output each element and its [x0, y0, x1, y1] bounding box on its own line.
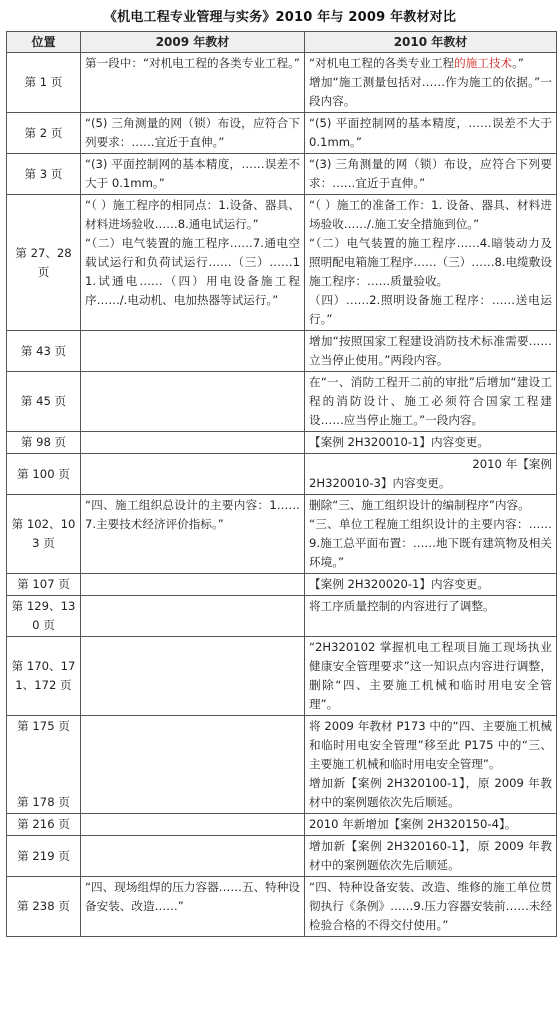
cell-position: 第 3 页	[7, 154, 81, 195]
cell-2010	[305, 814, 557, 836]
paragraph-2010: 增加“施工测量包括对……作为施工的依据。”一段内容。	[309, 75, 552, 108]
table-row	[7, 716, 557, 814]
cell-2010	[305, 716, 557, 814]
cell-2009	[81, 574, 305, 596]
paragraph-2010: “（二）电气装置的施工程序……4.暗装动力及照明配电箱施工程序……（三）……8.电缆敷设施工程序：……质量验收。	[309, 236, 552, 288]
paragraph-2010: 【案例 2H320010-1】内容变更。	[309, 435, 489, 449]
paragraph-2010: 将工序质量控制的内容进行了调整。	[309, 599, 495, 613]
cell-2009	[81, 372, 305, 432]
cell-2010	[305, 596, 557, 637]
cell-position: 第 170、171、172 页	[7, 637, 81, 716]
cell-2009	[81, 596, 305, 637]
paragraph-2009: “(5) 三角测量的网（锁）布设，应符合下列要求：……宜近于直伸。”	[85, 116, 300, 149]
header-2010: 2010 年教材	[305, 32, 557, 53]
cell-2010	[305, 495, 557, 574]
paragraph-2009: “（二）电气装置的施工程序……7.通电空载试运行和负荷试运行……（三）……11.试通电……（四）用电设备施工程序……/.电动机、电加热器等试运行。”	[85, 236, 300, 307]
table-row	[7, 596, 557, 637]
paragraph-2010: “2H320102 掌握机电工程项目施工现场执业健康安全管理要求”这一知识点内容进行调整，删除“四、主要施工机械和临时用电安全管理”。	[309, 640, 552, 711]
paragraph-2009: “(3) 平面控制网的基本精度，……误差不大于 0.1mm。”	[85, 157, 300, 190]
cell-2010	[305, 454, 557, 495]
paragraph-2009: “（ ）施工程序的相同点：1.设备、器具、材料进场验收……8.通电试运行。”	[85, 198, 300, 231]
cell-2010	[305, 574, 557, 596]
cell-position: 第 1 页	[7, 53, 81, 113]
paragraph-2010: “(3) 三角测量的网（锁）布设，应符合下列要求：……宜近于直伸。”	[309, 157, 552, 190]
paragraph-2010: 2010 年新增加【案例 2H320150-4】。	[309, 817, 517, 831]
cell-position: 第 102、103 页	[7, 495, 81, 574]
paragraph-2010: 在“一、消防工程开二前的审批”后增加“建设工程的消防设计、施工必须符合国家工程建设……应当停止施工。”一段内容。	[309, 375, 552, 427]
cell-2009	[81, 53, 305, 113]
cell-2009	[81, 637, 305, 716]
table-row	[7, 154, 557, 195]
table-row	[7, 432, 557, 454]
paragraph-2010: 增加新【案例 2H320160-1】，原 2009 年教材中的案例题依次先后顺延。	[309, 839, 552, 872]
cell-position: 第 100 页	[7, 454, 81, 495]
paragraph-2010: “四、特种设备安装、改造、维修的施工单位贯彻执行《条例》……9.压力容器安装前……未经检验合格的不得交付使用。”	[309, 880, 552, 932]
table-header-row	[7, 32, 557, 53]
cell-2009	[81, 154, 305, 195]
table-row	[7, 113, 557, 154]
paragraph-2010-right: 2010 年【案例	[472, 457, 552, 471]
cell-2010	[305, 53, 557, 113]
cell-position: 第 45 页	[7, 372, 81, 432]
table-row	[7, 574, 557, 596]
header-position: 位置	[7, 32, 81, 53]
paragraph-2010: 增加新【案例 2H320100-1】，原 2009 年教材中的案例题依次先后顺延。	[309, 776, 552, 809]
cell-position: 第 43 页	[7, 331, 81, 372]
paragraph-2010: （四）……2.照明设备施工程序：……送电运行。”	[309, 293, 552, 326]
paragraph-2009: “四、施工组织总设计的主要内容：1……7.主要技术经济评价指标。”	[85, 498, 300, 531]
cell-2009	[81, 454, 305, 495]
table-row	[7, 372, 557, 432]
cell-2009	[81, 877, 305, 937]
cell-2009	[81, 331, 305, 372]
paragraph-text: “对机电工程的各类专业工程	[309, 56, 455, 70]
cell-2010	[305, 836, 557, 877]
paragraph-text: 。”	[512, 56, 524, 70]
cell-position: 第 219 页	[7, 836, 81, 877]
cell-2010	[305, 154, 557, 195]
table-row	[7, 877, 557, 937]
cell-position: 第 238 页	[7, 877, 81, 937]
highlighted-text: 的施工技术	[454, 56, 513, 70]
paragraph-2009: “四、现场组焊的压力容器……五、特种设备安装、改造……”	[85, 880, 300, 913]
cell-position: 第 175 页 第 178 页	[7, 716, 81, 814]
cell-2009	[81, 432, 305, 454]
table-row	[7, 495, 557, 574]
paragraph-2010: 增加“按照国家工程建设消防技术标准需要……立当停止使用。”两段内容。	[309, 334, 552, 367]
table-row	[7, 814, 557, 836]
cell-2010	[305, 877, 557, 937]
cell-2009	[81, 814, 305, 836]
paragraph-2010: “（ ）施工的准备工作：1. 设备、器具、材料进场验收……/.施工安全措施到位。”	[309, 198, 552, 231]
table-row	[7, 53, 557, 113]
cell-2010	[305, 637, 557, 716]
cell-position: 第 98 页	[7, 432, 81, 454]
cell-2010	[305, 372, 557, 432]
cell-position: 第 2 页	[7, 113, 81, 154]
paragraph-2009: 第一段中：“对机电工程的各类专业工程。”	[85, 56, 300, 70]
cell-2010	[305, 432, 557, 454]
paragraph-2010: 将 2009 年教材 P173 中的“四、主要施工机械和临时用电安全管理”移至此 P175 中的“三、主要施工机械和临时用电安全管理”。	[309, 719, 552, 771]
table-row	[7, 836, 557, 877]
paragraph-2010: “(5) 平面控制网的基本精度，……误差不大于 0.1mm。”	[309, 116, 552, 149]
cell-2009	[81, 836, 305, 877]
cell-position: 第 107 页	[7, 574, 81, 596]
cell-2010	[305, 195, 557, 331]
paragraph-2010	[309, 54, 552, 73]
table-row	[7, 454, 557, 495]
paragraph-2010: 【案例 2H320020-1】内容变更。	[309, 577, 489, 591]
document-title: 《机电工程专业管理与实务》2010 年与 2009 年教材对比	[103, 10, 457, 25]
table-row	[7, 637, 557, 716]
table-row	[7, 331, 557, 372]
cell-position: 第 216 页	[7, 814, 81, 836]
cell-2010	[305, 331, 557, 372]
paragraph-2010: 2H320010-3】内容变更。	[309, 476, 451, 490]
table-row	[7, 195, 557, 331]
header-2009: 2009 年教材	[81, 32, 305, 53]
comparison-table	[6, 31, 557, 937]
paragraph-2010: “三、单位工程施工组织设计的主要内容：……9.施工总平面布置：……地下既有建筑物及相关环境。”	[309, 517, 552, 569]
cell-position: 第 27、28 页	[7, 195, 81, 331]
cell-2009	[81, 716, 305, 814]
cell-2010	[305, 113, 557, 154]
paragraph-2010: 删除“三、施工组织设计的编制程序”内容。	[309, 498, 530, 512]
cell-2009	[81, 495, 305, 574]
cell-2009	[81, 113, 305, 154]
cell-2009	[81, 195, 305, 331]
cell-position: 第 129、130 页	[7, 596, 81, 637]
